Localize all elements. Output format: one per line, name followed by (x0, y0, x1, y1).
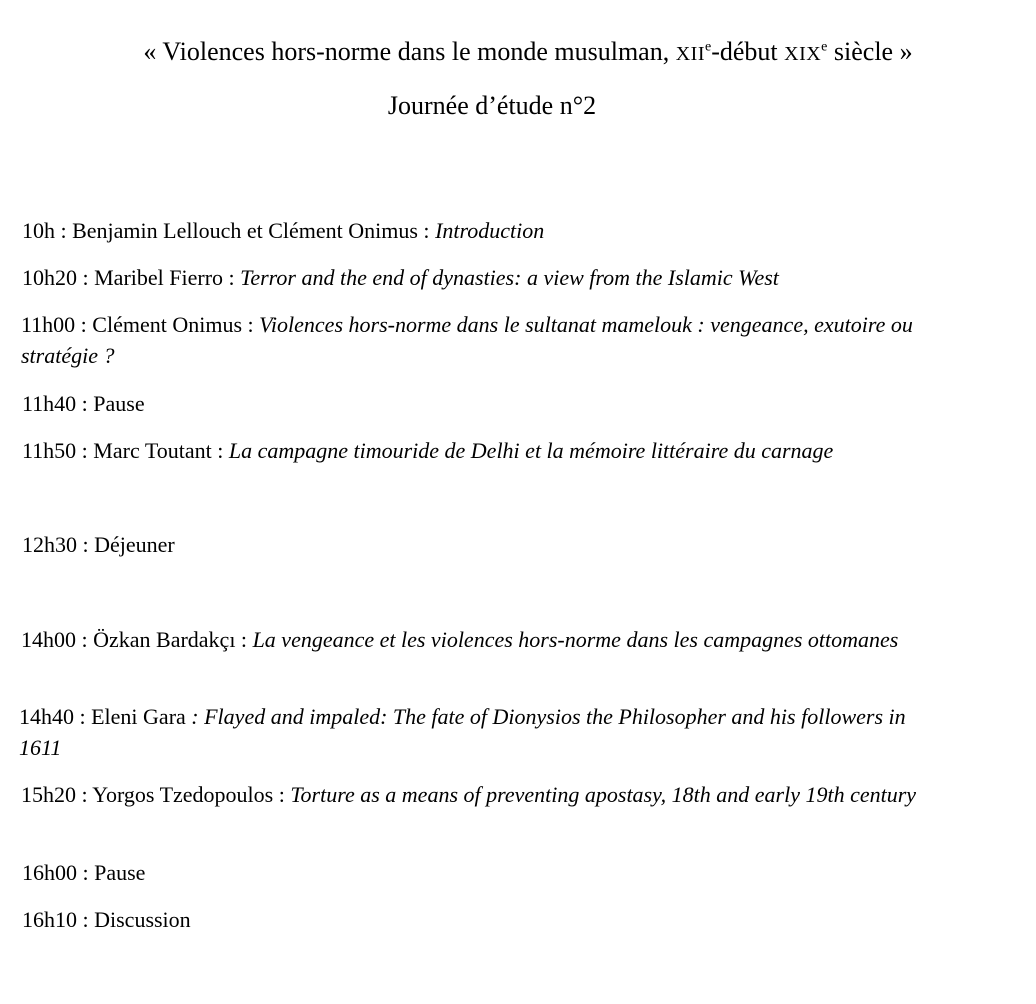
program-entry (19, 701, 919, 763)
entry-time-speaker: 11h40 : Pause (22, 391, 145, 416)
entry-time-speaker: 11h00 : Clément Onimus : (21, 312, 260, 337)
century-end: XIX (784, 43, 822, 65)
entry-time-speaker: 14h00 : Özkan Bardakçı : (21, 627, 253, 652)
entry-talk: La campagne timouride de Delhi et la mémoire littéraire du carnage (228, 438, 834, 463)
program-entry (22, 529, 982, 560)
title-middle: -début (711, 37, 785, 66)
entry-time-speaker: 14h40 : Eleni Gara (19, 704, 192, 729)
entry-time-speaker: 11h50 : Marc Toutant : (22, 438, 229, 463)
program-entry (21, 309, 921, 371)
document-title (10, 36, 1036, 70)
entry-talk: Introduction (435, 218, 545, 243)
program-entry (22, 904, 982, 935)
entry-talk: : Flayed and impaled: The fate of Dionysios the Philosopher and his followers in 1611 (19, 704, 906, 760)
century-end-sup: e (821, 39, 828, 55)
title-close: siècle » (827, 37, 913, 66)
program-entry (22, 388, 982, 419)
program-entry (22, 262, 982, 293)
program-entry (21, 624, 921, 655)
program-entry (22, 435, 982, 466)
entry-time-speaker: 16h00 : Pause (22, 860, 146, 885)
entry-talk: La vengeance et les violences hors-norme dans les campagnes ottomanes (252, 627, 899, 652)
entry-talk: Terror and the end of dynasties: a view from the Islamic West (240, 265, 779, 290)
entry-time-speaker: 16h10 : Discussion (22, 907, 191, 932)
title-open: « Violences hors-norme dans le monde musulman, (143, 37, 676, 66)
program-entry (22, 215, 982, 246)
entry-time-speaker: 15h20 : Yorgos Tzedopoulos : (21, 782, 291, 807)
program-entry (21, 779, 961, 810)
entry-time-speaker: 12h30 : Déjeuner (22, 532, 175, 557)
document-subtitle: Journée d’étude n°2 (387, 91, 597, 120)
entry-talk: Violences hors-norme dans le sultanat mamelouk : vengeance, exutoire ou stratégie ? (21, 312, 913, 368)
program-entry (22, 857, 982, 888)
century-start-sup: e (704, 39, 712, 55)
entry-time-speaker: 10h : Benjamin Lellouch et Clément Onimus : (22, 218, 436, 243)
entry-talk: Torture as a means of preventing apostasy, 18th and early 19th century (290, 782, 917, 807)
century-start: XII (675, 43, 705, 65)
entry-time-speaker: 10h20 : Maribel Fierro : (22, 265, 241, 290)
